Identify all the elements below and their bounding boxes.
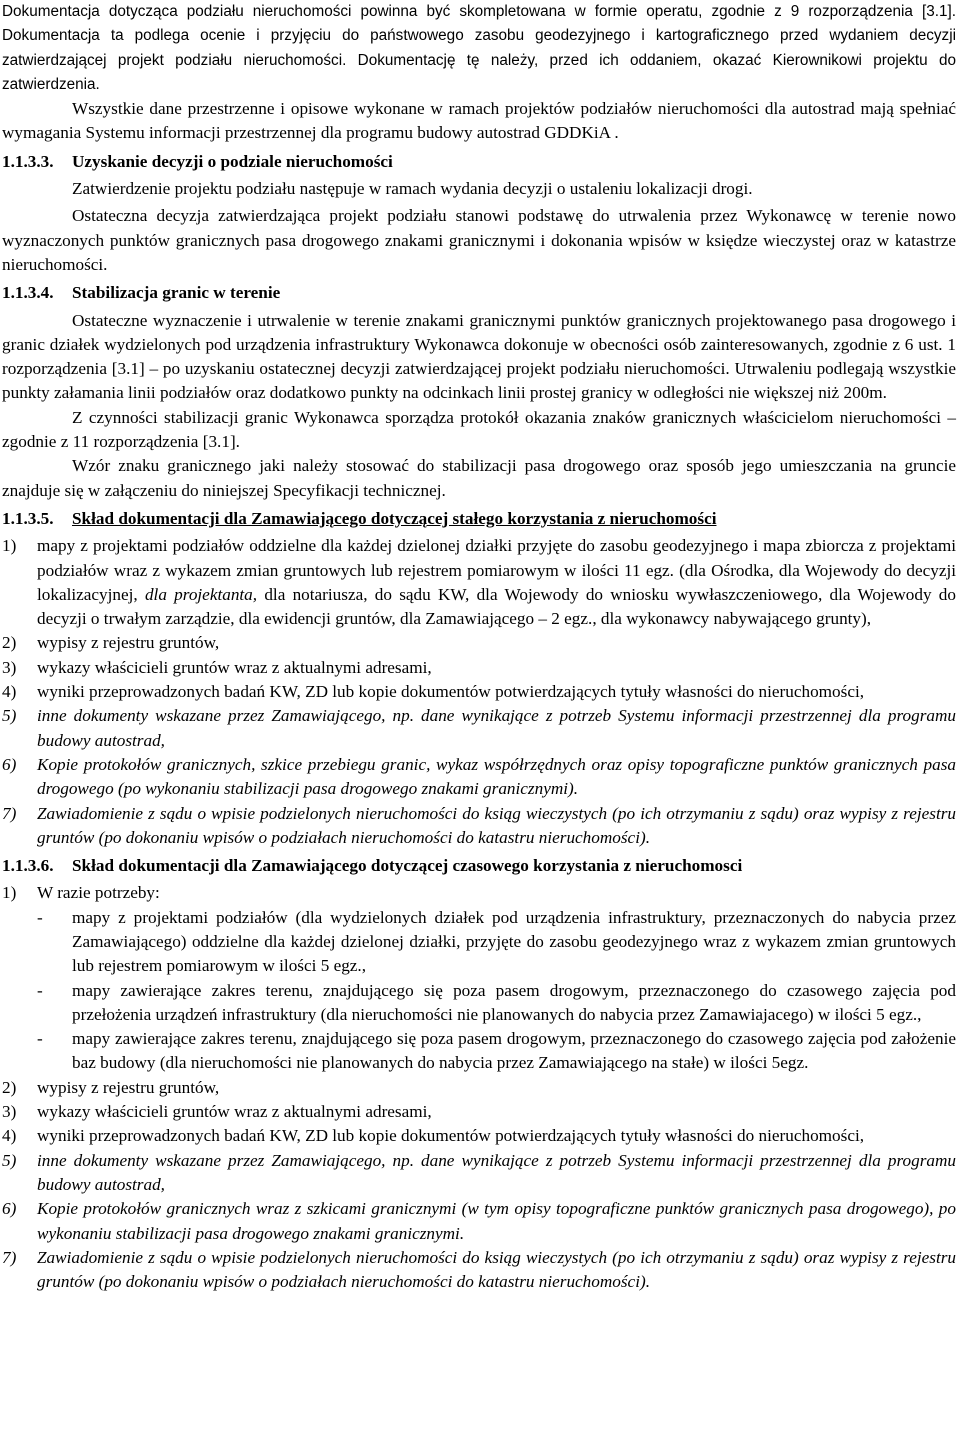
list-item-number: 6) <box>2 754 17 774</box>
list-item <box>2 534 956 631</box>
section-heading-temporary-use <box>2 854 956 878</box>
dash-bullet: - <box>37 980 43 1000</box>
list-item <box>2 631 956 655</box>
section-heading-decision <box>2 150 956 174</box>
list-item <box>2 1100 956 1124</box>
dash-bullet: - <box>37 1029 43 1049</box>
dash-item-text: mapy zawierające zakres terenu, znajdującego się poza pasem drogowym, przeznaczonego do czasowego zajęcia pod przełożenia urządzeń infrastruktury (dla nieruchomości nie planowanych do nabycia przez Zamawiajacego) w ilości 5 egz., <box>72 980 956 1024</box>
section-title: Stabilizacja granic w terenie <box>72 283 281 303</box>
list-item-number: 3) <box>2 657 17 677</box>
paragraph-marker-pattern: Wzór znaku granicznego jaki należy stosować do stabilizacji pasa drogowego oraz sposób jego umieszczania na gruncie znajduje się w załączeniu do niniejszej Specyfikacji technicznej. <box>2 456 956 500</box>
paragraph-approval: Zatwierdzenie projektu podziału następuje w ramach wydania decyzji o ustaleniu lokalizacji drogi. <box>72 179 753 199</box>
list-item-text: W razie potrzeby: <box>37 883 160 903</box>
section-number: 1.1.3.5. <box>2 508 54 528</box>
section-heading-permanent-use <box>2 507 956 531</box>
list-item-text: wyniki przeprowadzonych badań KW, ZD lub kopie dokumentów potwierdzających tytuły własności do nieruchomości, <box>37 682 865 702</box>
list-item-text: inne dokumenty wskazane przez Zamawiającego, np. dane wynikające z potrzeb Systemu informacji przestrzennej dla programu budowy autostrad, <box>37 706 956 750</box>
dash-item <box>37 1027 956 1076</box>
list-item <box>2 1149 956 1198</box>
list-item-number: 7) <box>2 1247 17 1267</box>
list-item-text-part: mapy z projektami podziałów oddzielne dla każdej dzielonej działki przyjęte do zasobu geodezyjnego i mapa zbiorcza z projektami podziałów wraz z wykazem zmian gruntowych lub rejestrem pomiarowym w ilości 11 egz. (dla Ośrodka, dla Wojewody do decyzji lokalizacyjnej, <box>37 536 956 604</box>
list-item-number: 6) <box>2 1199 17 1219</box>
dash-bullet: - <box>37 907 43 927</box>
list-item-number: 4) <box>2 682 17 702</box>
paragraph-boundary-marking: Ostateczne wyznaczenie i utrwalenie w terenie znakami granicznymi punktów granicznych projektowanego pasa drogowego i granic działek wydzielonych pod urządzenia infrastruktury Wykonawca dokonuje w obecności osób zainteresowanych, zgodnie z 6 ust. 1 rozporządzenia [3.1] – po uzyskaniu ostatecznej decyzji zatwierdzającej projekt podziału nieruchomości. Utrwaleniu podlegają wszystkie punkty załamania linii podziałów oraz dodatkowo punkty na odcinkach linii prostej granicy w odległości nie większej niż 200m. <box>2 310 956 403</box>
list-item-text <box>37 534 956 631</box>
list-item <box>2 1076 956 1100</box>
paragraph-spatial-data: Wszystkie dane przestrzenne i opisowe wykonane w ramach projektów podziałów nieruchomości dla autostrad mają spełniać wymagania Systemu informacji przestrzennej dla programu budowy autostrad GDDKiA . <box>2 99 956 143</box>
paragraph-final-decision: Ostateczna decyzja zatwierdzająca projekt podziału stanowi podstawę do utrwalenia przez Wykonawcę w terenie nowo wyznaczonych punktów granicznych pasa drogowego znakami granicznymi i dokonania wpisów w księdze wieczystej oraz w katastrze nieruchomości. <box>2 206 956 274</box>
list-item-text: wyniki przeprowadzonych badań KW, ZD lub kopie dokumentów potwierdzających tytuły własności do nieruchomości, <box>37 1126 865 1146</box>
dash-item-text: mapy zawierające zakres terenu, znajdującego się poza pasem drogowym, przeznaczonego do czasowego zajęcia pod założenie baz budowy (dla nieruchomości nie planowanych do nabycia przez Zamawiającego na stałe) w ilości 5egz. <box>72 1029 956 1073</box>
section-number: 1.1.3.6. <box>2 856 54 876</box>
list-item-number: 2) <box>2 633 17 653</box>
list-item-text: Zawiadomienie z sądu o wpisie podzielonych nieruchomości do ksiąg wieczystych (po ich otrzymaniu z sądu) oraz wypisy z rejestru gruntów (po dokonaniu wpisów o podziałach nieruchomości do katastru nieruchomości). <box>37 803 956 847</box>
list-item-number: 2) <box>2 1077 17 1097</box>
list-item <box>2 704 956 753</box>
dash-item <box>37 906 956 979</box>
list-item-number: 1) <box>2 883 17 903</box>
list-item-text: Kopie protokołów granicznych, szkice przebiegu granic, wykaz współrzędnych oraz opisy topograficzne punktów granicznych pasa drogowego (po wykonaniu stabilizacji pasa drogowego znakami granicznymi). <box>37 754 956 799</box>
paragraph-documentation-operat: Dokumentacja dotycząca podziału nieruchomości powinna być skompletowana w formie operatu, zgodnie z 9 rozporządzenia [3.1]. Dokumentacja ta podlega ocenie i przyjęciu do państwowego zasobu geodezyjnego i kartograficznego przed wydaniem decyzji zatwierdzającej projekt podziału nieruchomości. Dokumentację tę należy, przed ich oddaniem, okazać Kierownikowi projektu do zatwierdzenia. <box>2 3 956 93</box>
list-item-number: 1) <box>2 536 17 556</box>
section-title: Skład dokumentacji dla Zamawiającego dotyczącej czasowego korzystania z nieruchomosci <box>72 856 743 876</box>
section-title: Uzyskanie decyzji o podziale nieruchomości <box>72 151 393 171</box>
list-item-text-italic: dla projektanta, <box>144 584 258 604</box>
paragraph-protocol: Z czynności stabilizacji granic Wykonawca sporządza protokół okazania znaków granicznych właścicielom nieruchomości – zgodnie z 11 rozporządzenia [3.1]. <box>2 407 956 452</box>
list-item <box>2 680 956 704</box>
list-item-number: 5) <box>2 706 17 726</box>
list-item-text: wypisy z rejestru gruntów, <box>37 1077 220 1097</box>
list-item <box>2 881 956 905</box>
list-item-number: 4) <box>2 1126 17 1146</box>
list-item-text: wykazy właścicieli gruntów wraz z aktualnymi adresami, <box>37 1102 432 1122</box>
list-item-text: Zawiadomienie z sądu o wpisie podzielonych nieruchomości do ksiąg wieczystych (po ich otrzymaniu z sądu) oraz wypisy z rejestru gruntów (po dokonaniu wpisów o podziałach nieruchomości do katastru nieruchomości). <box>37 1247 956 1292</box>
list-item <box>2 1197 956 1246</box>
list-item-text: wypisy z rejestru gruntów, <box>37 633 220 653</box>
list-item <box>2 1246 956 1295</box>
list-item-text: Kopie protokołów granicznych wraz z szkicami granicznymi (w tym opisy topograficzne punktów granicznych pasa drogowego), po wykonaniu stabilizacji pasa drogowego znakami granicznymi. <box>37 1199 956 1243</box>
section-heading-stabilization <box>2 281 956 305</box>
list-item-number: 5) <box>2 1150 17 1170</box>
list-item-number: 3) <box>2 1102 17 1122</box>
list-item-number: 7) <box>2 803 17 823</box>
list-item <box>2 802 956 851</box>
list-item <box>2 656 956 680</box>
list-item <box>2 1124 956 1148</box>
list-item-text: inne dokumenty wskazane przez Zamawiającego, np. dane wynikające z potrzeb Systemu informacji przestrzennej dla programu budowy autostrad, <box>37 1150 956 1194</box>
dash-item-text: mapy z projektami podziałów (dla wydzielonych działek pod urządzenia infrastruktury, przeznaczonych do nabycia przez Zamawiającego) oddzielne dla każdej dzielonej działki, przyjęte do zasobu geodezyjnego wraz z wykazem zmian gruntowych lub rejestrem pomiarowym w ilości 5 egz., <box>72 907 956 976</box>
list-item-text: wykazy właścicieli gruntów wraz z aktualnymi adresami, <box>37 657 432 677</box>
section-number: 1.1.3.4. <box>2 283 54 303</box>
dash-item <box>37 979 956 1028</box>
list-item-text-part: dla notariusza, do sądu KW, dla Wojewody do wniosku wywłaszczeniowego, dla Wojewody do decyzji o trwałym zarządzie, dla ewidencji gruntów, dla Zamawiającego – 2 egz., dla wykonawcy nabywającego grunty), <box>37 584 956 629</box>
list-item <box>2 753 956 802</box>
section-title: Skład dokumentacji dla Zamawiającego dotyczącej stałego korzystania z nieruchomości <box>72 508 717 528</box>
section-number: 1.1.3.3. <box>2 151 54 171</box>
